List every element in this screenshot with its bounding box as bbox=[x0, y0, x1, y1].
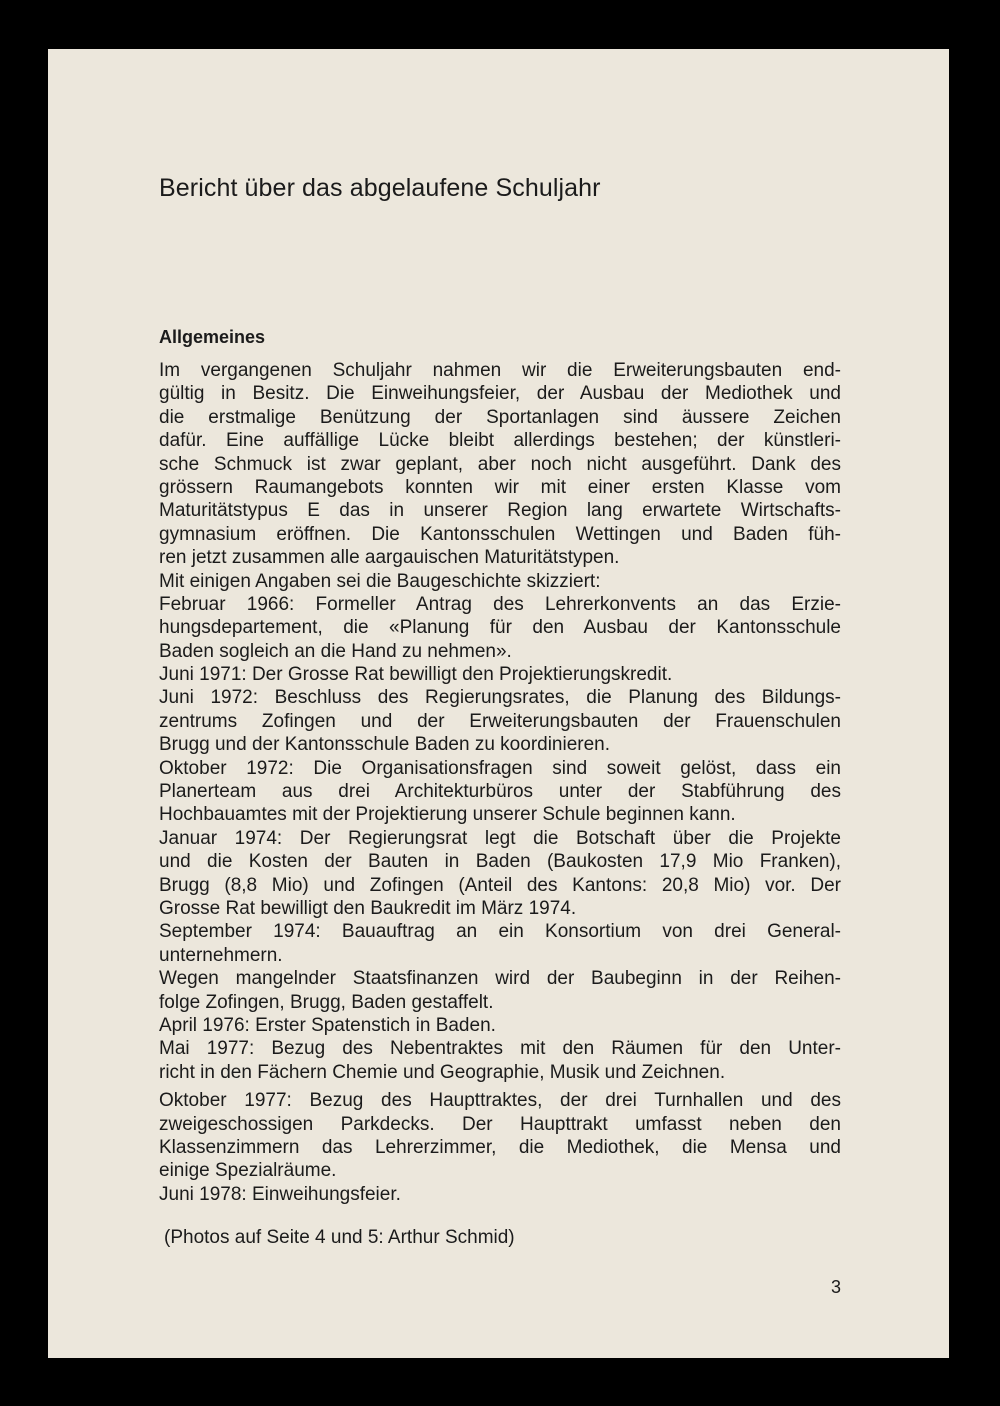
text-line: Januar 1974: Der Regierungsrat legt die Botschaft über die Projekte bbox=[159, 827, 841, 849]
text-line: April 1976: Erster Spatenstich in Baden. bbox=[159, 1014, 496, 1036]
text-line: richt in den Fächern Chemie und Geographie, Musik und Zeichnen. bbox=[159, 1061, 726, 1083]
text-line: Grosse Rat bewilligt den Baukredit im März 1974. bbox=[159, 897, 577, 919]
text-line: Baden sogleich an die Hand zu nehmen». bbox=[159, 640, 512, 662]
text-line: Klassenzimmern das Lehrerzimmer, die Mediothek, die Mensa und bbox=[159, 1136, 841, 1158]
text-line: unternehmern. bbox=[159, 944, 283, 966]
text-line: einige Spezialräume. bbox=[159, 1160, 337, 1182]
text-line: Hochbauamtes mit der Projektierung unserer Schule beginnen kann. bbox=[159, 804, 736, 826]
text-line: hungsdepartement, die «Planung für den Ausbau der Kantonsschule bbox=[159, 617, 841, 639]
text-line: Wegen mangelnder Staatsfinanzen wird der Baubeginn in der Reihen- bbox=[159, 968, 841, 990]
text-line: Brugg (8,8 Mio) und Zofingen (Anteil des Kantons: 20,8 Mio) vor. Der bbox=[159, 874, 841, 896]
document-page bbox=[48, 49, 949, 1358]
text-line: Juni 1972: Beschluss des Regierungsrates, die Planung des Bildungs- bbox=[159, 687, 841, 709]
text-line: zentrums Zofingen und der Erweiterungsbauten der Frauenschulen bbox=[159, 710, 841, 732]
text-line: dafür. Eine auffällige Lücke bleibt allerdings bestehen; der künstleri- bbox=[159, 430, 841, 452]
text-line: Brugg und der Kantonsschule Baden zu koordinieren. bbox=[159, 734, 611, 756]
text-line: Planerteam aus drei Architekturbüros unter der Stabführung des bbox=[159, 781, 841, 803]
text-line: die erstmalige Benützung der Sportanlagen sind äussere Zeichen bbox=[159, 406, 841, 428]
body-text bbox=[159, 359, 841, 1206]
text-line: Juni 1971: Der Grosse Rat bewilligt den Projektierungskredit. bbox=[159, 664, 673, 686]
text-line: sche Schmuck ist zwar geplant, aber noch nicht ausgeführt. Dank des bbox=[159, 453, 841, 475]
text-line: grössern Raumangebots konnten wir mit einer ersten Klasse vom bbox=[159, 476, 841, 498]
text-line: September 1974: Bauauftrag an ein Konsortium von drei General- bbox=[159, 921, 841, 943]
page-title: Bericht über das abgelaufene Schuljahr bbox=[159, 174, 601, 202]
text-line: und die Kosten der Bauten in Baden (Baukosten 17,9 Mio Franken), bbox=[159, 851, 841, 873]
text-line: Maturitätstypus E das in unserer Region lang erwartete Wirtschafts- bbox=[159, 500, 841, 522]
text-line: Im vergangenen Schuljahr nahmen wir die Erweiterungsbauten end- bbox=[159, 360, 841, 381]
text-line: ren jetzt zusammen alle aargauischen Maturitätstypen. bbox=[159, 547, 620, 569]
text-line: Juni 1978: Einweihungsfeier. bbox=[159, 1183, 401, 1205]
text-line: zweigeschossigen Parkdecks. Der Haupttrakt umfasst neben den bbox=[159, 1113, 841, 1135]
text-line: gymnasium eröffnen. Die Kantonsschulen Wettingen und Baden füh- bbox=[159, 523, 841, 545]
text-line: gültig in Besitz. Die Einweihungsfeier, der Ausbau der Mediothek und bbox=[159, 383, 841, 405]
section-heading: Allgemeines bbox=[159, 327, 266, 347]
text-line: Oktober 1972: Die Organisationsfragen sind soweit gelöst, dass ein bbox=[159, 757, 841, 779]
text-line: Februar 1966: Formeller Antrag des Lehrerkonvents an das Erzie- bbox=[159, 593, 841, 615]
page-number: 3 bbox=[831, 1277, 842, 1297]
text-line: folge Zofingen, Brugg, Baden gestaffelt. bbox=[159, 991, 494, 1013]
photo-credit: (Photos auf Seite 4 und 5: Arthur Schmid) bbox=[164, 1227, 515, 1248]
text-line: Mit einigen Angaben sei die Baugeschichte skizziert: bbox=[159, 570, 601, 592]
text-line: Mai 1977: Bezug des Nebentraktes mit den Räumen für den Unter- bbox=[159, 1038, 841, 1060]
text-line: Oktober 1977: Bezug des Haupttraktes, der drei Turnhallen und des bbox=[159, 1090, 841, 1112]
